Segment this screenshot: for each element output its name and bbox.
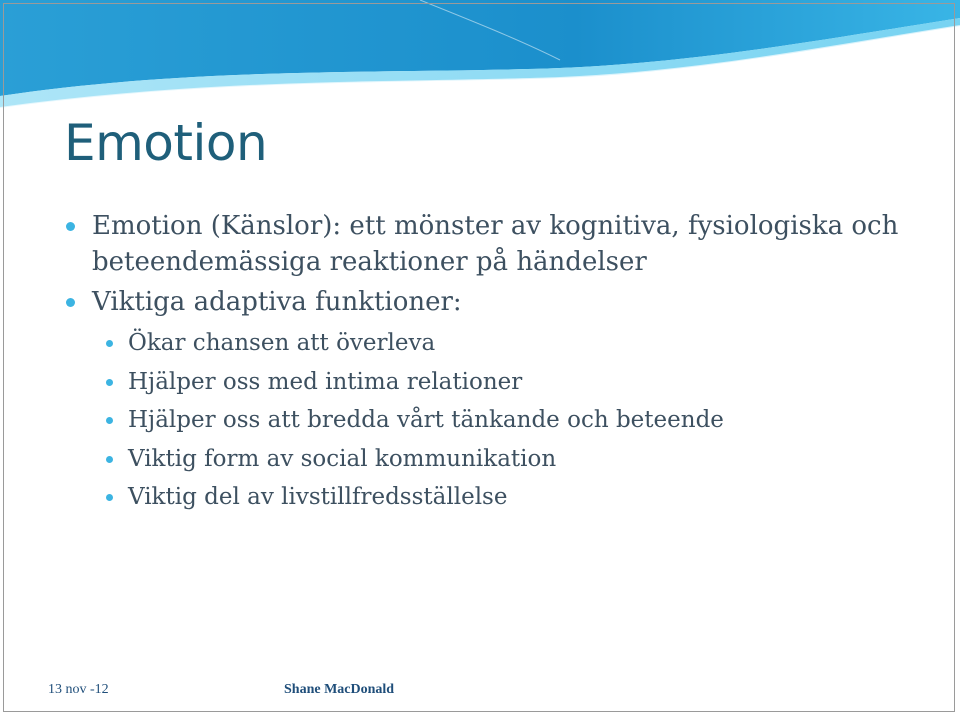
sub-bullet-item [62, 363, 942, 402]
sub-bullet-item [62, 324, 942, 363]
bullet-text: Emotion (Känslor): ett mönster av kognitiva, fysiologiska och beteendemässiga reaktioner på händelser [92, 211, 899, 277]
sub-bullet-item [62, 478, 942, 517]
sub-bullet-item [62, 401, 942, 440]
bullet-dot-icon [66, 298, 75, 307]
bullet-text: Viktiga adaptiva funktioner: [92, 287, 462, 317]
slide-content [62, 208, 942, 517]
bullet-item [62, 208, 942, 280]
footer-author: Shane MacDonald [284, 682, 395, 697]
sub-bullet-text: Viktig del av livstillfredsställelse [128, 484, 508, 510]
bullet-dot-icon [106, 456, 113, 463]
slide-title: Emotion [64, 114, 268, 172]
bullet-dot-icon [106, 340, 113, 347]
bullet-item [62, 284, 942, 320]
bullet-dot-icon [106, 379, 113, 386]
bullet-dot-icon [106, 417, 113, 424]
sub-bullet-list [62, 324, 942, 517]
sub-bullet-text: Viktig form av social kommunikation [128, 445, 557, 472]
sub-bullet-text: Hjälper oss att bredda vårt tänkande och beteende [128, 407, 724, 433]
sub-bullet-item [62, 440, 942, 479]
bullet-dot-icon [106, 494, 113, 501]
sub-bullet-text: Hjälper oss med intima relationer [128, 368, 523, 395]
sub-bullet-text: Ökar chansen att överleva [128, 330, 436, 356]
footer-date: 13 nov -12 [48, 682, 109, 697]
bullet-dot-icon [66, 222, 75, 231]
